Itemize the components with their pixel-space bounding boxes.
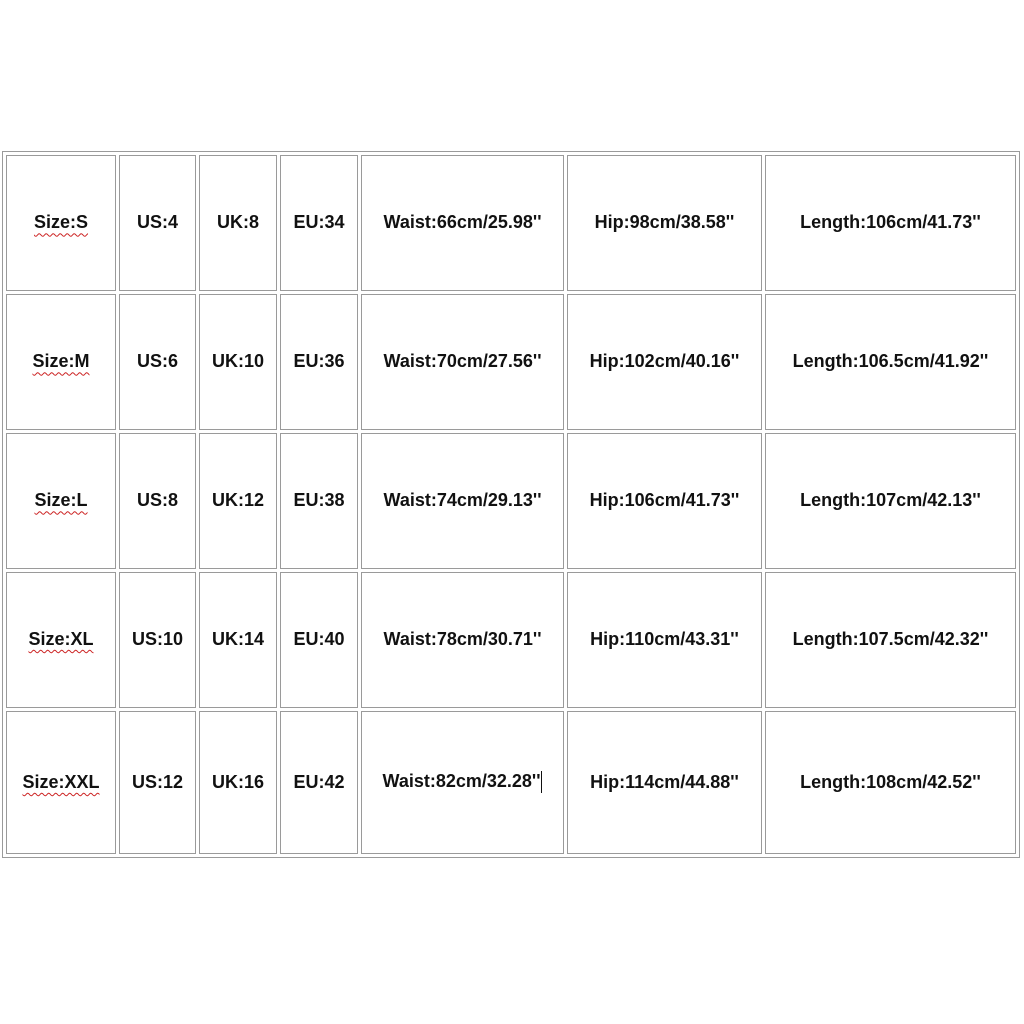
table-row <box>6 294 1016 430</box>
table-row <box>6 711 1016 854</box>
eu-size-cell: EU:34 <box>280 155 358 291</box>
length-cell: Length:107cm/42.13'' <box>765 433 1016 569</box>
length-cell: Length:108cm/42.52'' <box>765 711 1016 854</box>
size-label: Size:L <box>34 490 88 511</box>
us-size-cell: US:10 <box>119 572 196 708</box>
hip-cell: Hip:114cm/44.88'' <box>567 711 762 854</box>
table-row <box>6 572 1016 708</box>
eu-size-cell: EU:38 <box>280 433 358 569</box>
size-cell <box>6 572 116 708</box>
us-size-cell: US:12 <box>119 711 196 854</box>
uk-size-cell: UK:16 <box>199 711 277 854</box>
size-cell <box>6 155 116 291</box>
table-row <box>6 155 1016 291</box>
hip-cell: Hip:102cm/40.16'' <box>567 294 762 430</box>
waist-cell: Waist:74cm/29.13'' <box>361 433 564 569</box>
table-row <box>6 433 1016 569</box>
waist-cell: Waist:70cm/27.56'' <box>361 294 564 430</box>
uk-size-cell: UK:10 <box>199 294 277 430</box>
uk-size-cell: UK:14 <box>199 572 277 708</box>
length-cell: Length:106.5cm/41.92'' <box>765 294 1016 430</box>
size-chart-table <box>2 151 1020 858</box>
us-size-cell: US:6 <box>119 294 196 430</box>
waist-cell: Waist:78cm/30.71'' <box>361 572 564 708</box>
text-caret <box>541 771 542 793</box>
size-label: Size:M <box>32 351 90 372</box>
uk-size-cell: UK:8 <box>199 155 277 291</box>
eu-size-cell: EU:36 <box>280 294 358 430</box>
size-label: Size:XXL <box>22 771 100 792</box>
us-size-cell: US:8 <box>119 433 196 569</box>
waist-cell <box>361 711 564 854</box>
hip-cell: Hip:106cm/41.73'' <box>567 433 762 569</box>
size-cell <box>6 711 116 854</box>
eu-size-cell: EU:42 <box>280 711 358 854</box>
size-label: Size:XL <box>28 629 94 650</box>
length-cell: Length:106cm/41.73'' <box>765 155 1016 291</box>
size-cell <box>6 433 116 569</box>
us-size-cell: US:4 <box>119 155 196 291</box>
waist-cell: Waist:66cm/25.98'' <box>361 155 564 291</box>
length-cell: Length:107.5cm/42.32'' <box>765 572 1016 708</box>
waist-value: Waist:82cm/32.28'' <box>382 771 541 792</box>
size-label: Size:S <box>33 212 89 233</box>
eu-size-cell: EU:40 <box>280 572 358 708</box>
size-cell <box>6 294 116 430</box>
hip-cell: Hip:98cm/38.58'' <box>567 155 762 291</box>
uk-size-cell: UK:12 <box>199 433 277 569</box>
hip-cell: Hip:110cm/43.31'' <box>567 572 762 708</box>
